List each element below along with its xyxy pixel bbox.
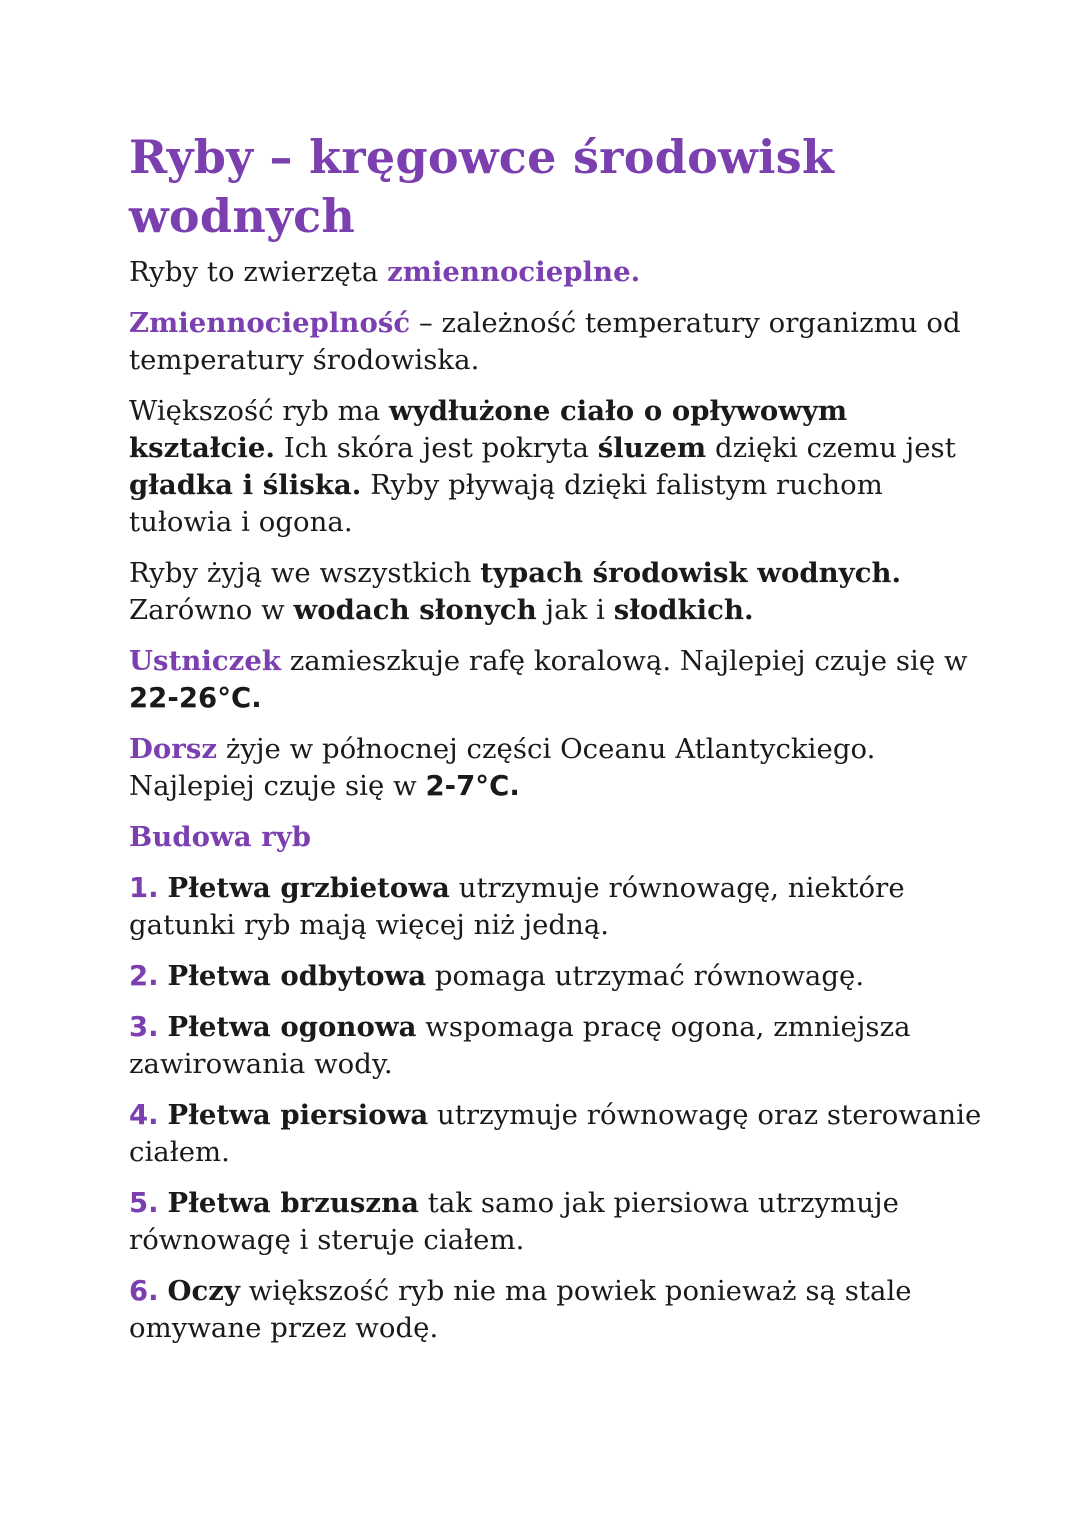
- dorsz-text: żyje w północnej części Oceanu Atlantyckiego. Najlepiej czuje się w: [129, 733, 876, 802]
- item-number: 6.: [129, 1275, 159, 1307]
- item-term: Płetwa ogonowa: [167, 1011, 417, 1043]
- page-title: Ryby – kręgowce środowisk wodnych: [129, 130, 835, 243]
- body-bold-1: wydłużone ciało o opływowym kształcie.: [129, 395, 848, 464]
- habitat-bold-3: słodkich.: [613, 594, 754, 626]
- item-number: 3.: [129, 1011, 159, 1043]
- list-item: [129, 958, 989, 995]
- list-item: [129, 1273, 989, 1347]
- document-content: [129, 128, 989, 1347]
- item-desc: utrzymuje równowagę, niektóre gatunki ryb mają więcej niż jedną.: [129, 872, 905, 941]
- list-item: [129, 870, 989, 944]
- ustniczek-text: zamieszkuje rafę koralową. Najlepiej czuje się w: [280, 645, 968, 677]
- item-number: 4.: [129, 1099, 159, 1131]
- ustniczek-paragraph: [129, 643, 989, 717]
- structure-list: [129, 870, 989, 1347]
- definition-term: Zmiennocieplność: [129, 307, 411, 339]
- body-text-2: Ich skóra jest pokryta: [275, 432, 598, 464]
- body-text-3: dzięki czemu jest: [706, 432, 956, 464]
- item-number: 1.: [129, 872, 159, 904]
- habitat-paragraph: [129, 555, 989, 629]
- intro-highlight: zmiennocieplne.: [387, 256, 641, 288]
- item-number: 2.: [129, 960, 159, 992]
- item-term: Płetwa odbytowa: [167, 960, 427, 992]
- habitat-text-1: Ryby żyją we wszystkich: [129, 557, 481, 589]
- body-text-4: Ryby pływają dzięki falistym ruchom tułowia i ogona.: [129, 469, 883, 538]
- intro-paragraph: [129, 254, 989, 291]
- ustniczek-name: Ustniczek: [129, 645, 281, 677]
- ustniczek-temp: 22-26°C.: [129, 682, 262, 714]
- habitat-text-2: Zarówno w: [129, 594, 294, 626]
- dorsz-name: Dorsz: [129, 733, 218, 765]
- habitat-bold-1: typach środowisk wodnych.: [480, 557, 902, 589]
- body-bold-3: gładka i śliska.: [129, 469, 362, 501]
- habitat-bold-2: wodach słonych: [293, 594, 537, 626]
- body-paragraph: [129, 393, 989, 541]
- body-bold-2: śluzem: [597, 432, 707, 464]
- list-item: [129, 1097, 989, 1171]
- list-item: [129, 1009, 989, 1083]
- item-term: Oczy: [167, 1275, 240, 1307]
- item-desc: większość ryb nie ma powiek ponieważ są stale omywane przez wodę.: [129, 1275, 912, 1344]
- habitat-text-3: jak i: [536, 594, 614, 626]
- body-text-1: Większość ryb ma: [129, 395, 390, 427]
- item-desc: tak samo jak piersiowa utrzymuje równowagę i steruje ciałem.: [129, 1187, 899, 1256]
- dorsz-temp: 2-7°C.: [425, 770, 520, 802]
- item-term: Płetwa piersiowa: [167, 1099, 429, 1131]
- item-number: 5.: [129, 1187, 159, 1219]
- definition-text: – zależność temperatury organizmu od temperatury środowiska.: [129, 307, 961, 376]
- dorsz-paragraph: [129, 731, 989, 805]
- item-term: Płetwa grzbietowa: [167, 872, 450, 904]
- item-desc: wspomaga pracę ogona, zmniejsza zawirowania wody.: [129, 1011, 911, 1080]
- item-term: Płetwa brzuszna: [167, 1187, 419, 1219]
- intro-text: Ryby to zwierzęta: [129, 256, 388, 288]
- section-heading: Budowa ryb: [129, 821, 312, 853]
- item-desc: pomaga utrzymać równowagę.: [426, 960, 865, 992]
- item-desc: utrzymuje równowagę oraz sterowanie ciałem.: [129, 1099, 982, 1168]
- definition-paragraph: [129, 305, 989, 379]
- list-item: [129, 1185, 989, 1259]
